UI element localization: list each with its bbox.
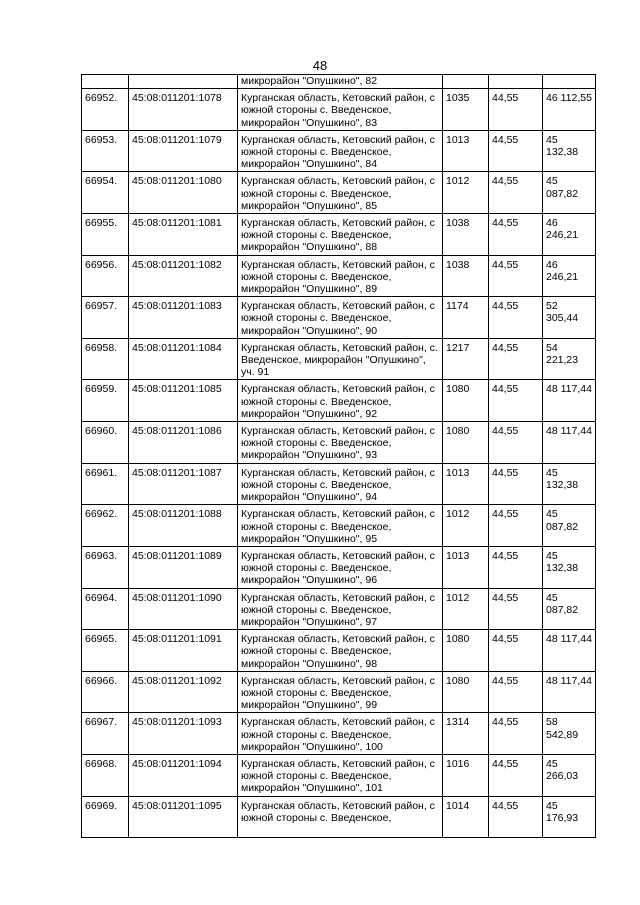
cadastral-number-cell: 45:08:011201:1086 [129,422,238,464]
cadastral-value-cell: 45 132,38 [543,130,596,172]
address-cell: Курганская область, Кетовский район, с южной стороны с. Введенское, микрорайон "Опушкино", 83 [238,89,443,131]
rate-cell: 44,55 [489,255,543,297]
continuation-num-cell [82,75,129,89]
continuation-cad-cell [129,75,238,89]
cadastral-number-cell: 45:08:011201:1087 [129,463,238,505]
area-cell: 1080 [443,422,489,464]
rate-cell: 44,55 [489,754,543,796]
area-cell: 1014 [443,796,489,837]
cadastral-number-cell: 45:08:011201:1094 [129,754,238,796]
address-cell: Курганская область, Кетовский район, с южной стороны с. Введенское, микрорайон "Опушкино", 90 [238,297,443,339]
table-row [82,214,596,256]
continuation-area-cell [443,75,489,89]
address-cell: Курганская область, Кетовский район, с южной стороны с. Введенское, микрорайон "Опушкино", 95 [238,505,443,547]
cadastral-value-cell: 45 087,82 [543,172,596,214]
area-cell: 1012 [443,172,489,214]
cadastral-value-cell: 45 176,93 [543,796,596,837]
address-cell: Курганская область, Кетовский район, с южной стороны с. Введенское, микрорайон "Опушкино", 93 [238,422,443,464]
cadastral-value-cell: 46 112,55 [543,89,596,131]
table-row [82,671,596,713]
area-cell: 1080 [443,671,489,713]
rate-cell: 44,55 [489,713,543,755]
table-row [82,588,596,630]
cadastral-value-cell: 48 117,44 [543,630,596,672]
row-number-cell: 66960. [82,422,129,464]
area-cell: 1080 [443,380,489,422]
cadastral-number-cell: 45:08:011201:1083 [129,297,238,339]
cadastral-number-cell: 45:08:011201:1082 [129,255,238,297]
cadastral-number-cell: 45:08:011201:1084 [129,338,238,380]
address-cell: Курганская область, Кетовский район, с южной стороны с. Введенское, микрорайон "Опушкино", 84 [238,130,443,172]
row-number-cell: 66955. [82,214,129,256]
row-number-cell: 66952. [82,89,129,131]
address-cell: Курганская область, Кетовский район, с южной стороны с. Введенское, микрорайон "Опушкино", 101 [238,754,443,796]
land-registry-table [81,74,596,838]
rate-cell: 44,55 [489,297,543,339]
continuation-rate-cell [489,75,543,89]
rate-cell: 44,55 [489,546,543,588]
area-cell: 1016 [443,754,489,796]
rate-cell: 44,55 [489,380,543,422]
address-cell: Курганская область, Кетовский район, с. Введенское, микрорайон "Опушкино", уч. 91 [238,338,443,380]
area-cell: 1013 [443,546,489,588]
address-cell: Курганская область, Кетовский район, с южной стороны с. Введенское, микрорайон "Опушкино", 96 [238,546,443,588]
row-number-cell: 66956. [82,255,129,297]
rate-cell: 44,55 [489,588,543,630]
cadastral-value-cell: 48 117,44 [543,671,596,713]
rate-cell: 44,55 [489,671,543,713]
cadastral-value-cell: 45 266,03 [543,754,596,796]
row-number-cell: 66968. [82,754,129,796]
cadastral-value-cell: 46 246,21 [543,214,596,256]
table-row [82,89,596,131]
row-number-cell: 66962. [82,505,129,547]
table-row [82,463,596,505]
cadastral-number-cell: 45:08:011201:1078 [129,89,238,131]
rate-cell: 44,55 [489,89,543,131]
cadastral-number-cell: 45:08:011201:1090 [129,588,238,630]
rate-cell: 44,55 [489,630,543,672]
continuation-row [82,75,596,89]
address-cell: Курганская область, Кетовский район, с южной стороны с. Введенское, микрорайон "Опушкино", 97 [238,588,443,630]
cadastral-number-cell: 45:08:011201:1095 [129,796,238,837]
address-cell: Курганская область, Кетовский район, с южной стороны с. Введенское, микрорайон "Опушкино", 89 [238,255,443,297]
continuation-value-cell [543,75,596,89]
address-cell: Курганская область, Кетовский район, с южной стороны с. Введенское, микрорайон "Опушкино", 85 [238,172,443,214]
row-number-cell: 66967. [82,713,129,755]
table-row [82,754,596,796]
row-number-cell: 66964. [82,588,129,630]
row-number-cell: 66966. [82,671,129,713]
area-cell: 1013 [443,130,489,172]
cadastral-value-cell: 48 117,44 [543,422,596,464]
rate-cell: 44,55 [489,505,543,547]
row-number-cell: 66969. [82,796,129,837]
area-cell: 1174 [443,297,489,339]
table-row [82,255,596,297]
row-number-cell: 66958. [82,338,129,380]
cadastral-value-cell: 58 542,89 [543,713,596,755]
row-number-cell: 66953. [82,130,129,172]
address-cell: Курганская область, Кетовский район, с южной стороны с. Введенское, микрорайон "Опушкино", 100 [238,713,443,755]
cadastral-value-cell: 54 221,23 [543,338,596,380]
table-row [82,130,596,172]
cadastral-number-cell: 45:08:011201:1091 [129,630,238,672]
cadastral-number-cell: 45:08:011201:1085 [129,380,238,422]
table-row [82,422,596,464]
cadastral-value-cell: 45 087,82 [543,505,596,547]
table-row [82,297,596,339]
cadastral-value-cell: 45 087,82 [543,588,596,630]
rate-cell: 44,55 [489,422,543,464]
rate-cell: 44,55 [489,172,543,214]
cadastral-value-cell: 52 305,44 [543,297,596,339]
row-number-cell: 66959. [82,380,129,422]
page-number: 48 [312,58,328,73]
address-cell: Курганская область, Кетовский район, с южной стороны с. Введенское, микрорайон "Опушкино", 94 [238,463,443,505]
cadastral-value-cell: 46 246,21 [543,255,596,297]
cadastral-number-cell: 45:08:011201:1092 [129,671,238,713]
address-cell: Курганская область, Кетовский район, с южной стороны с. Введенское, микрорайон "Опушкино", 98 [238,630,443,672]
row-number-cell: 66965. [82,630,129,672]
cadastral-number-cell: 45:08:011201:1089 [129,546,238,588]
row-number-cell: 66954. [82,172,129,214]
cadastral-number-cell: 45:08:011201:1079 [129,130,238,172]
rate-cell: 44,55 [489,338,543,380]
table-row [82,713,596,755]
registry-body [82,75,596,838]
rate-cell: 44,55 [489,214,543,256]
cadastral-number-cell: 45:08:011201:1093 [129,713,238,755]
row-number-cell: 66963. [82,546,129,588]
rate-cell: 44,55 [489,130,543,172]
address-cell: Курганская область, Кетовский район, с южной стороны с. Введенское, [238,796,443,837]
address-cell: Курганская область, Кетовский район, с южной стороны с. Введенское, микрорайон "Опушкино", 88 [238,214,443,256]
continuation-address-cell: микрорайон "Опушкино", 82 [238,75,443,89]
area-cell: 1080 [443,630,489,672]
cadastral-number-cell: 45:08:011201:1081 [129,214,238,256]
table-row [82,546,596,588]
cadastral-value-cell: 48 117,44 [543,380,596,422]
cadastral-value-cell: 45 132,38 [543,546,596,588]
cadastral-value-cell: 45 132,38 [543,463,596,505]
table-row [82,505,596,547]
rate-cell: 44,55 [489,796,543,837]
address-cell: Курганская область, Кетовский район, с южной стороны с. Введенское, микрорайон "Опушкино", 99 [238,671,443,713]
area-cell: 1035 [443,89,489,131]
table-row [82,796,596,837]
row-number-cell: 66961. [82,463,129,505]
table-row [82,380,596,422]
area-cell: 1038 [443,214,489,256]
area-cell: 1038 [443,255,489,297]
cadastral-number-cell: 45:08:011201:1088 [129,505,238,547]
address-cell: Курганская область, Кетовский район, с южной стороны с. Введенское, микрорайон "Опушкино", 92 [238,380,443,422]
area-cell: 1012 [443,588,489,630]
cadastral-number-cell: 45:08:011201:1080 [129,172,238,214]
table-row [82,172,596,214]
rate-cell: 44,55 [489,463,543,505]
area-cell: 1314 [443,713,489,755]
row-number-cell: 66957. [82,297,129,339]
area-cell: 1217 [443,338,489,380]
table-row [82,338,596,380]
area-cell: 1012 [443,505,489,547]
table-row [82,630,596,672]
area-cell: 1013 [443,463,489,505]
